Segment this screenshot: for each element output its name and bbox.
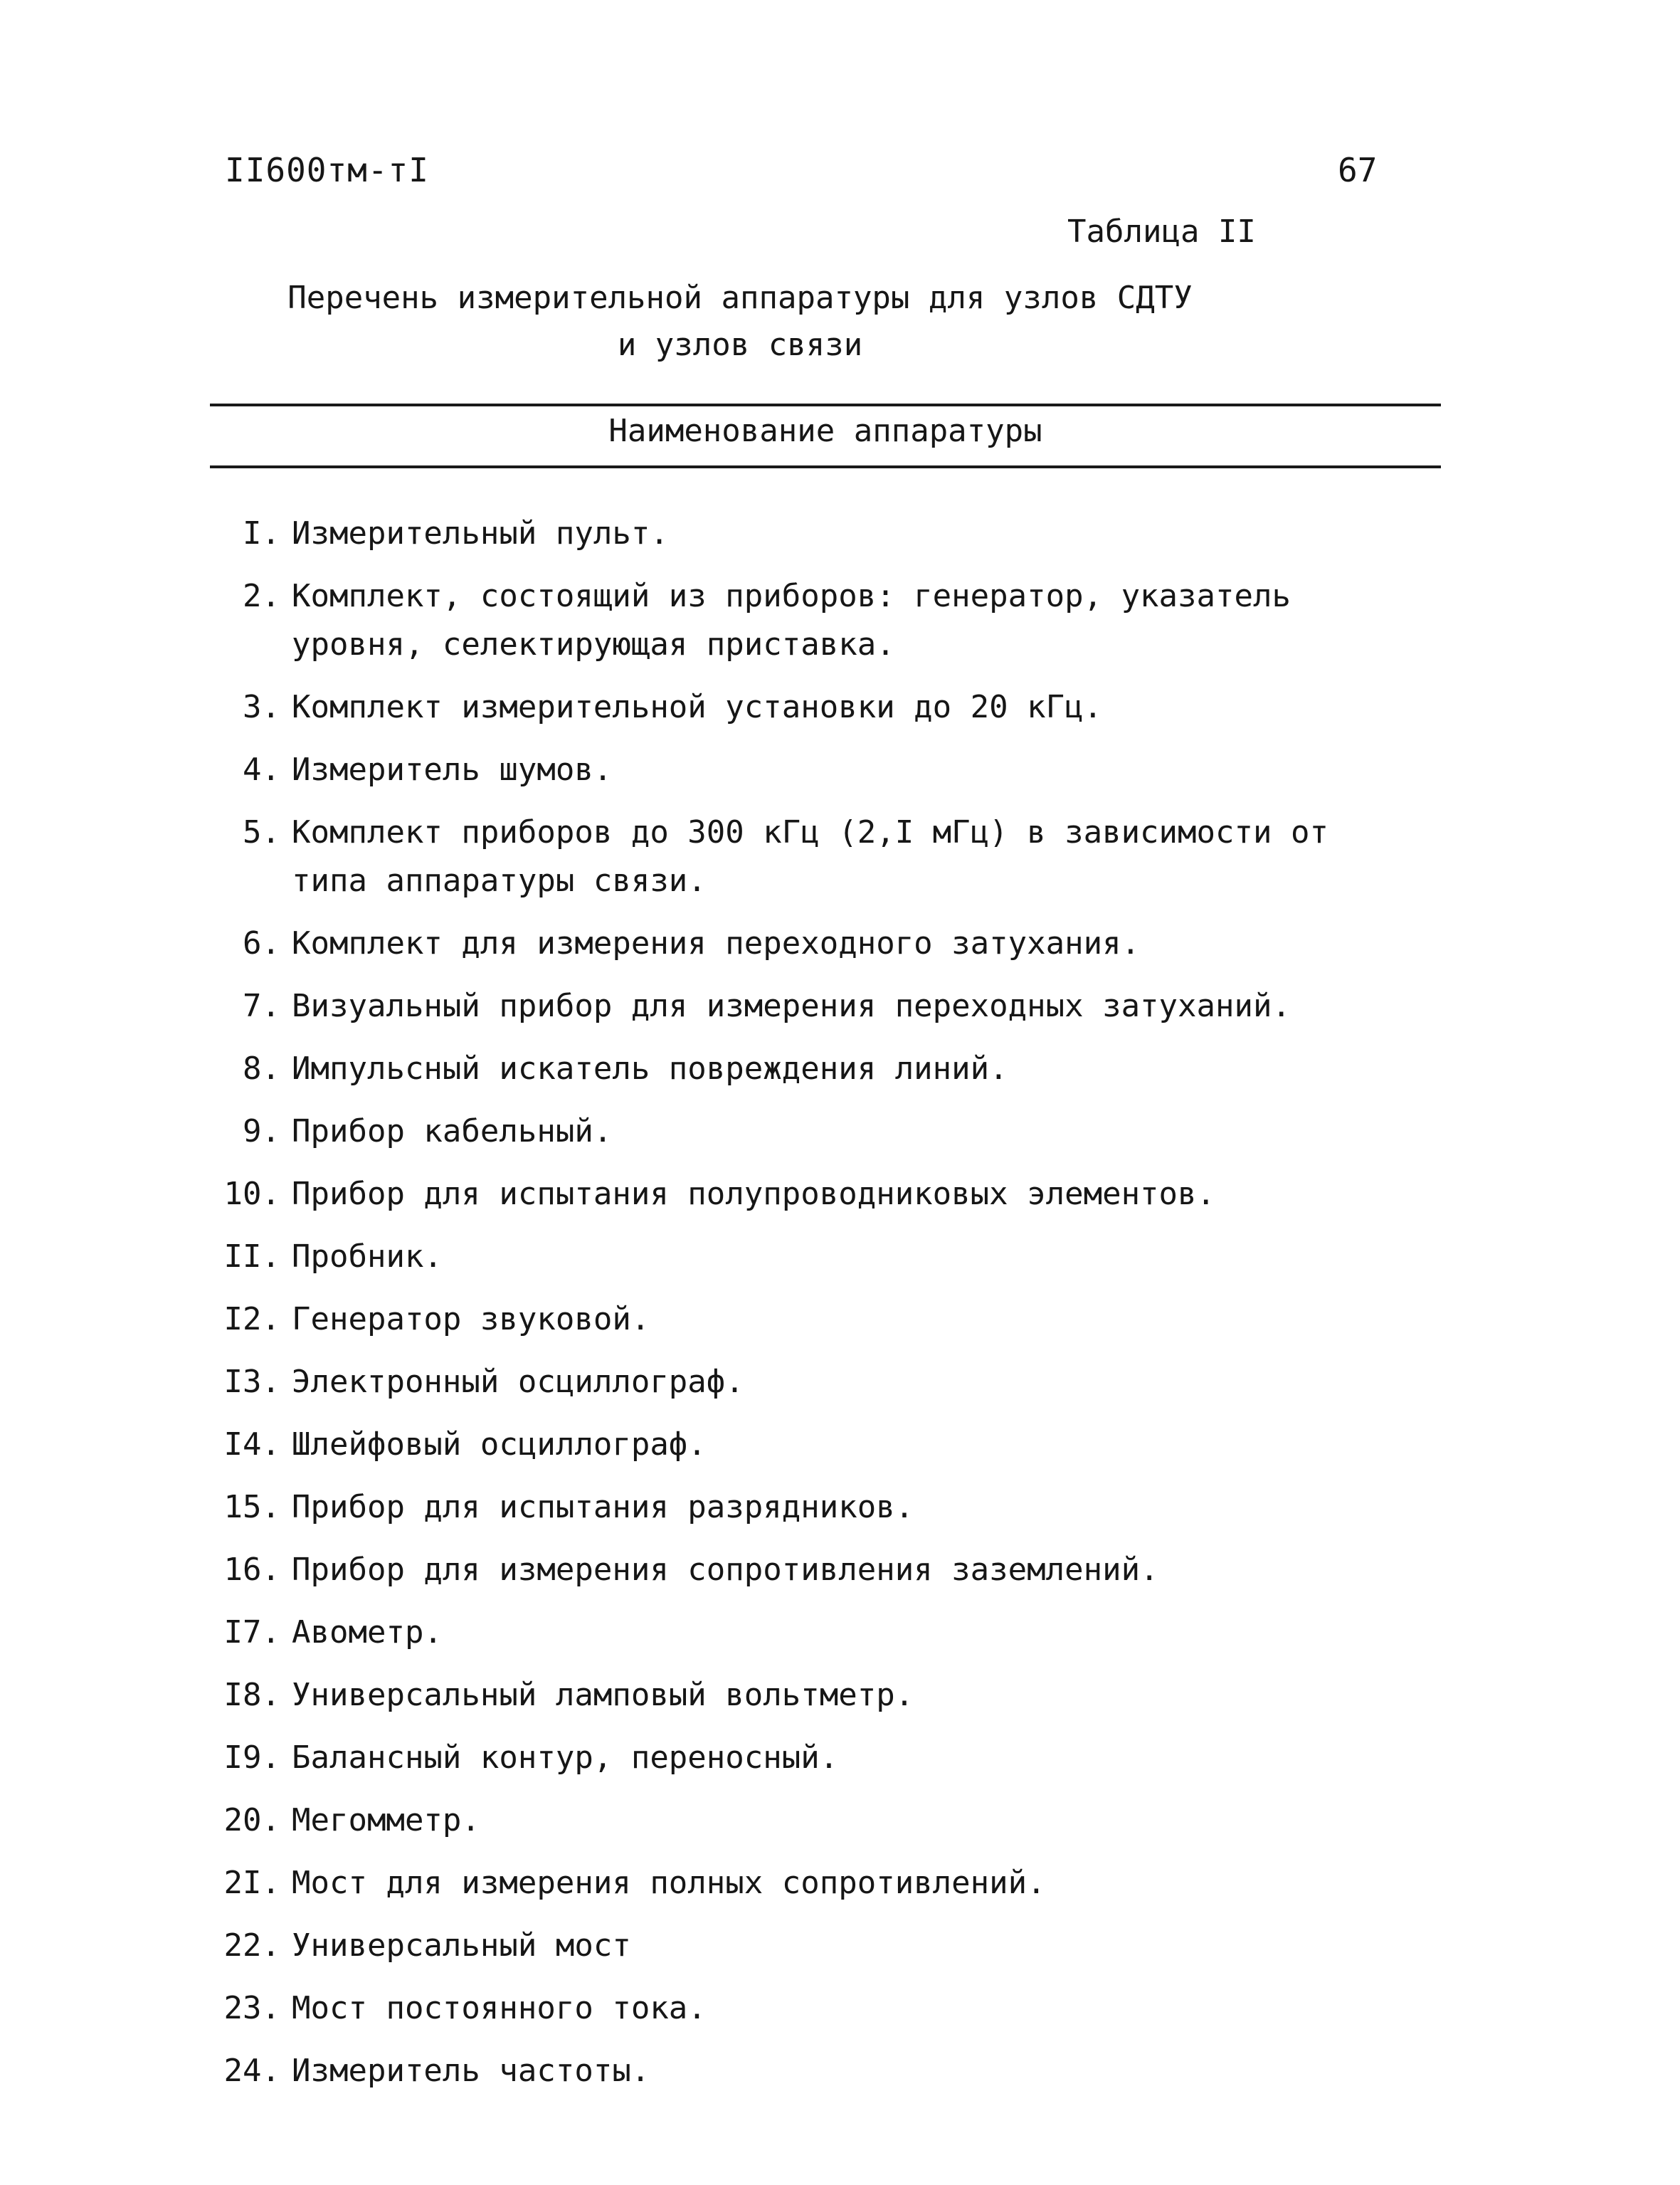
item-text: Измеритель шумов. [292, 752, 613, 788]
item-text: Комплект для измерения переходного затухания. [292, 925, 1141, 962]
list-item [213, 1609, 1437, 1657]
item-text: Комплект, состоящий из приборов: генератор, указатель уровня, селектирующая приставка. [292, 578, 1291, 663]
item-text: Мост постоянного тока. [292, 1990, 707, 2026]
list-item [213, 1546, 1437, 1594]
item-number: 4. [243, 752, 280, 788]
list-item [213, 1671, 1437, 1720]
list-item [213, 920, 1437, 968]
item-number: I4. [223, 1426, 280, 1463]
item-text: Прибор кабельный. [292, 1113, 613, 1149]
list-item [213, 1295, 1437, 1344]
item-text: Прибор для измерения сопротивления заземлений. [292, 1552, 1159, 1588]
item-text: Мост для измерения полных сопротивлений. [292, 1865, 1046, 1901]
equipment-list [213, 510, 1437, 2110]
item-number: I8. [223, 1677, 280, 1713]
item-number: II. [223, 1238, 280, 1275]
item-number: 22. [223, 1927, 280, 1964]
item-text: Мегомметр. [292, 1802, 480, 1838]
item-number: 2I. [223, 1865, 280, 1901]
item-number: 24. [223, 2053, 280, 2089]
document-title [213, 275, 1267, 369]
item-text: Комплект приборов до 300 кГц (2,I мГц) в зависимости от типа аппаратуры связи. [292, 814, 1328, 899]
list-item [213, 683, 1437, 732]
item-text: Универсальный ламповый вольтметр. [292, 1677, 914, 1713]
column-header: Наименование аппаратуры [608, 413, 1042, 449]
item-text: Авометр. [292, 1614, 443, 1650]
list-item [213, 1922, 1437, 1970]
list-item [213, 809, 1437, 905]
item-number: 8. [243, 1051, 280, 1087]
item-number: I9. [223, 1739, 280, 1776]
list-item [213, 1421, 1437, 1469]
item-number: 3. [243, 689, 280, 725]
item-text: Визуальный прибор для измерения переходных затуханий. [292, 988, 1291, 1024]
list-item [213, 1107, 1437, 1156]
item-text: Прибор для испытания разрядников. [292, 1489, 914, 1525]
list-item [213, 1358, 1437, 1406]
item-number: 16. [223, 1552, 280, 1588]
item-text: Прибор для испытания полупроводниковых элементов. [292, 1176, 1216, 1212]
list-item [213, 982, 1437, 1031]
list-item [213, 1483, 1437, 1532]
list-item [213, 1233, 1437, 1281]
item-number: 9. [243, 1113, 280, 1149]
item-number: 7. [243, 988, 280, 1024]
item-number: I. [243, 515, 280, 552]
page-number: 67 [1338, 151, 1378, 189]
item-number: 15. [223, 1489, 280, 1525]
item-text: Пробник. [292, 1238, 443, 1275]
item-number: 10. [223, 1176, 280, 1212]
item-number: I2. [223, 1301, 280, 1337]
item-text: Измерительный пульт. [292, 515, 669, 552]
item-number: 6. [243, 925, 280, 962]
item-number: I7. [223, 1614, 280, 1650]
list-item [213, 1734, 1437, 1782]
item-text: Шлейфовый осциллограф. [292, 1426, 707, 1463]
item-number: 23. [223, 1990, 280, 2026]
list-item [213, 2047, 1437, 2095]
list-item [213, 1984, 1437, 2033]
list-item [213, 510, 1437, 558]
list-item [213, 746, 1437, 794]
item-text: Универсальный мост [292, 1927, 631, 1964]
table-label: Таблица II [1067, 214, 1256, 250]
list-item [213, 1796, 1437, 1845]
item-number: 2. [243, 578, 280, 614]
item-text: Генератор звуковой. [292, 1301, 650, 1337]
title-line-2: и узлов связи [617, 327, 863, 363]
item-number: I3. [223, 1364, 280, 1400]
list-item [213, 1045, 1437, 1093]
item-number: 5. [243, 814, 280, 851]
item-number: 20. [223, 1802, 280, 1838]
item-text: Электронный осциллограф. [292, 1364, 744, 1400]
document-code: II600тм-тI [225, 151, 429, 189]
item-text: Импульсный искатель повреждения линий. [292, 1051, 1008, 1087]
item-text: Балансный контур, переносный. [292, 1739, 839, 1776]
item-text: Измеритель частоты. [292, 2053, 650, 2089]
list-item [213, 1859, 1437, 1907]
item-text: Комплект измерительной установки до 20 кГц. [292, 689, 1103, 725]
title-line-1: Перечень измерительной аппаратуры для узлов СДТУ [287, 280, 1193, 316]
list-item [213, 1170, 1437, 1218]
table-top-rule [210, 404, 1441, 406]
list-item [213, 572, 1437, 669]
table-header-rule [210, 465, 1441, 468]
